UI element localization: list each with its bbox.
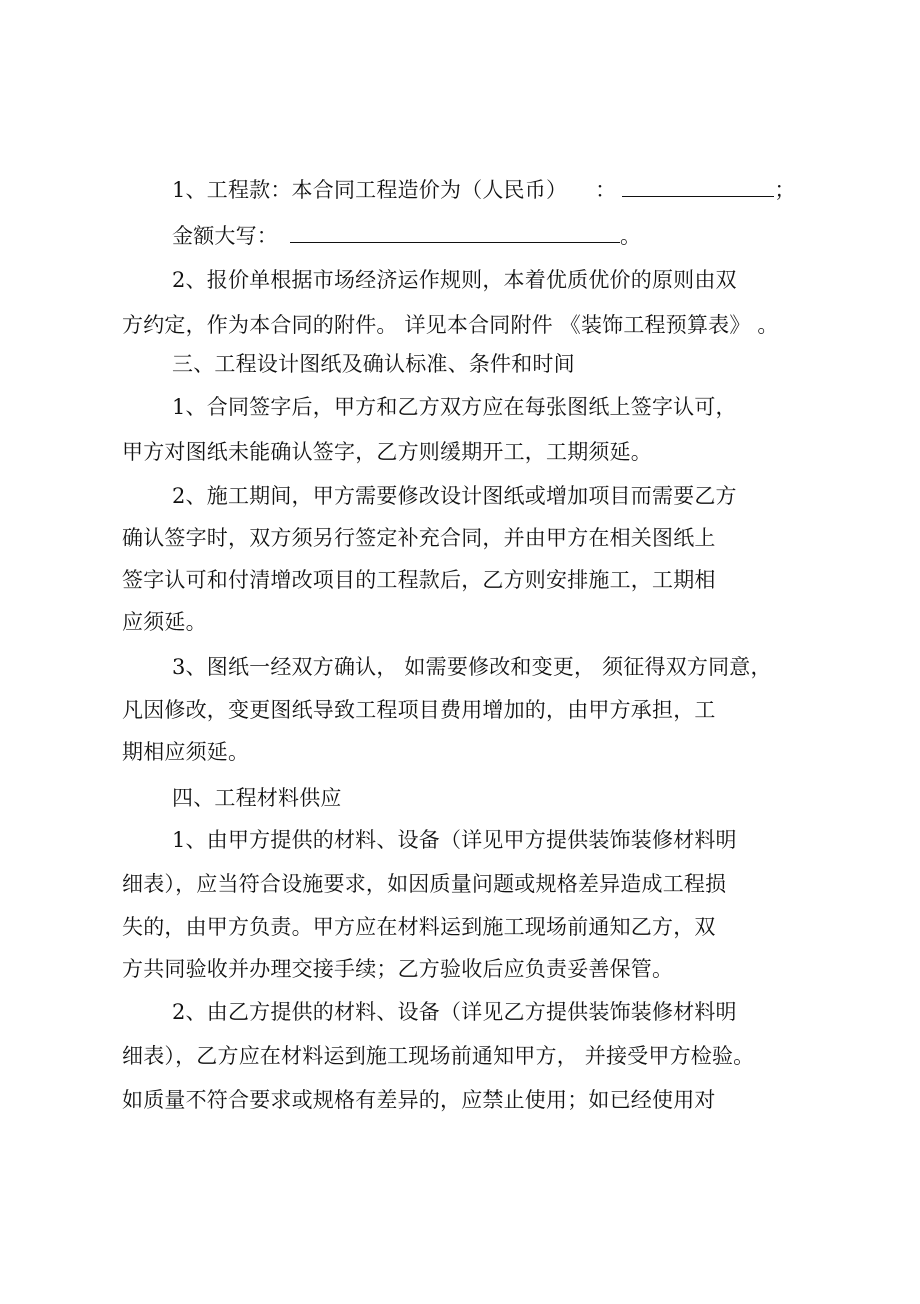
paragraph-line: 签字认可和付清增改项目的工程款后，乙方则安排施工，工期相 <box>122 568 716 592</box>
semicolon-mark: ； <box>774 178 796 202</box>
amount-in-words-blank[interactable] <box>290 220 620 243</box>
paragraph-line: 方约定，作为本合同的附件。 详见本合同附件 《装饰工程预算表》 。 <box>122 313 779 337</box>
contract-price-blank[interactable] <box>622 174 774 197</box>
paragraph-line: 方共同验收并办理交接手续；乙方验收后应负责妥善保管。 <box>122 957 674 981</box>
amount-in-words-line <box>172 220 641 251</box>
paragraph-line: 1、由甲方提供的材料、设备（详见甲方提供装饰装修材料明 <box>172 828 737 852</box>
amount-in-words-label: 金额大写： <box>172 224 278 248</box>
paragraph-line: 确认签字时，双方须另行签定补充合同，并由甲方在相关图纸上 <box>122 526 716 550</box>
paragraph-line: 失的，由甲方负责。甲方应在材料运到施工现场前通知乙方，双 <box>122 915 716 939</box>
section-heading: 四、工程材料供应 <box>172 786 342 810</box>
paragraph-line: 应须延。 <box>122 610 207 634</box>
paragraph-line: 2、施工期间，甲方需要修改设计图纸或增加项目而需要乙方 <box>172 484 737 508</box>
section-heading: 三、工程设计图纸及确认标准、条件和时间 <box>172 352 575 376</box>
paragraph-line: 凡因修改，变更图纸导致工程项目费用增加的，由甲方承担，工 <box>122 698 716 722</box>
paragraph-line: 细表），乙方应在材料运到施工现场前通知甲方， 并接受甲方检验。 <box>122 1044 755 1068</box>
colon-mark: ： <box>595 178 617 202</box>
paragraph-line: 如质量不符合要求或规格有差异的，应禁止使用；如已经使用对 <box>122 1088 716 1112</box>
paragraph-line: 3、图纸一经双方确认， 如需要修改和变更， 须征得双方同意， <box>172 655 772 679</box>
paragraph-line: 1、合同签字后，甲方和乙方双方应在每张图纸上签字认可， <box>172 395 737 419</box>
contract-price-label: 1、工程款：本合同工程造价为（人民币） <box>172 178 568 202</box>
paragraph-line: 2、由乙方提供的材料、设备（详见乙方提供装饰装修材料明 <box>172 1000 737 1024</box>
paragraph-line: 期相应须延。 <box>122 740 250 764</box>
paragraph-line: 2、报价单根据市场经济运作规则，本着优质优价的原则由双 <box>172 268 737 292</box>
contract-price-line <box>172 174 796 205</box>
paragraph-line: 甲方对图纸未能确认签字，乙方则缓期开工，工期须延。 <box>122 440 652 464</box>
period-mark: 。 <box>620 224 642 248</box>
paragraph-line: 细表），应当符合设施要求，如因质量问题或规格差异造成工程损 <box>122 872 727 896</box>
